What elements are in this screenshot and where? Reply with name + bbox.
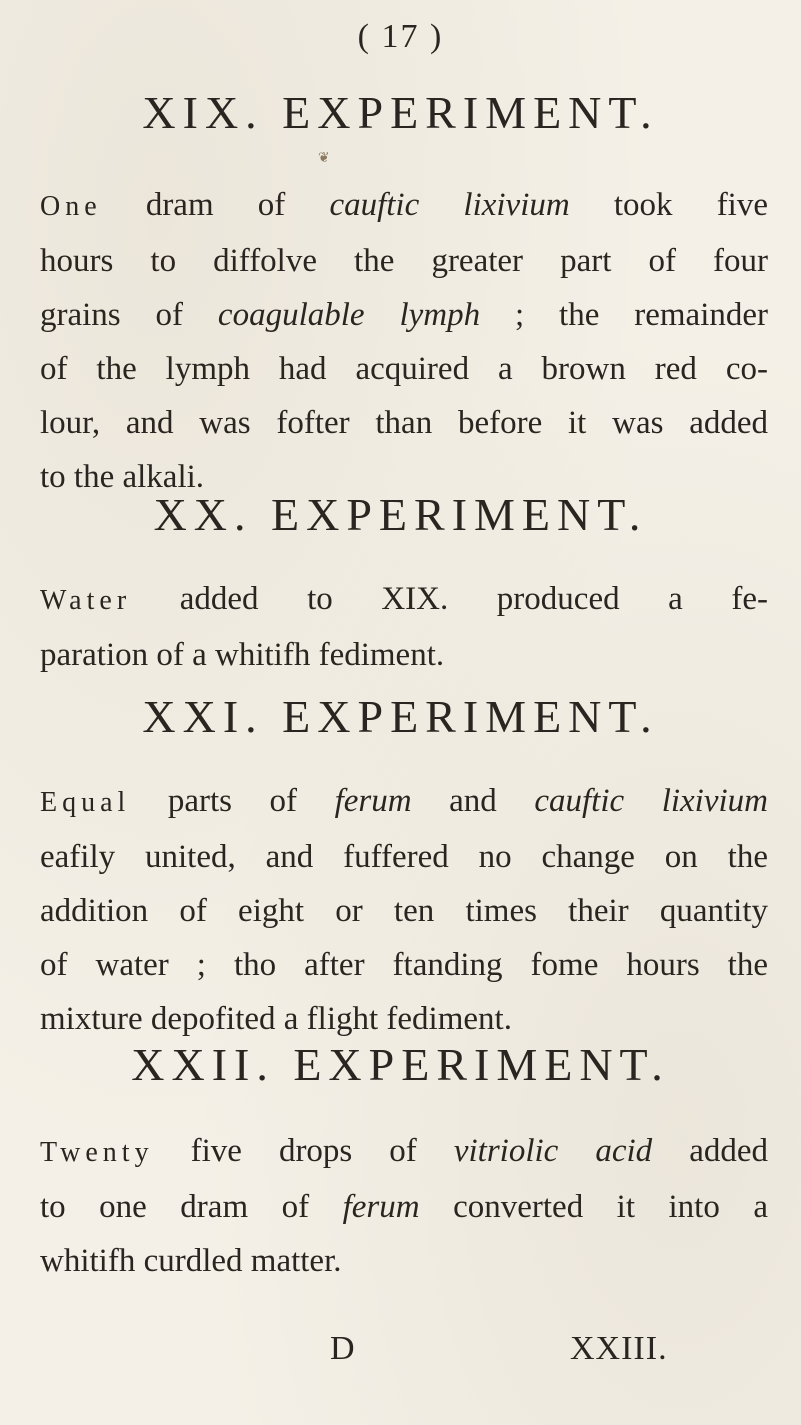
text-run: grains of (40, 297, 218, 333)
text-run: added to XIX. produced a fe- (131, 581, 768, 617)
text-line (40, 774, 768, 830)
text-line (40, 884, 768, 938)
text-run: mixture depofited a flight fediment. (40, 1001, 512, 1037)
text-run: took five (569, 187, 768, 223)
text-line (40, 1180, 768, 1234)
section-heading-21: XXI. EXPERIMENT. (142, 691, 659, 742)
text-run: added (652, 1133, 768, 1169)
italic-term: ferum (334, 783, 412, 819)
italic-term: ferum (342, 1189, 420, 1225)
text-run: eafily united, and fuffered no change on the (40, 839, 768, 875)
text-line (40, 572, 768, 628)
text-run: to one dram of (40, 1189, 343, 1225)
text-run: of the lymph had acquired a brown red co- (40, 351, 768, 387)
text-line (40, 178, 768, 234)
page-number: ( 17 ) (357, 18, 444, 55)
text-line (40, 628, 768, 682)
text-run: and (411, 783, 535, 819)
text-line (40, 342, 768, 396)
text-line (40, 1234, 768, 1288)
text-run: lour, and was fofter than before it was added (40, 405, 768, 441)
text-run: to the alkali. (40, 459, 205, 495)
small-caps-opening: Equal (40, 787, 131, 818)
text-run: dram of (101, 187, 330, 223)
section-body-20 (40, 572, 768, 682)
signature-mark: D (330, 1330, 355, 1367)
text-run: converted it into a (419, 1189, 768, 1225)
section-heading-22: XXII. EXPERIMENT. (131, 1039, 670, 1090)
text-line (40, 1124, 768, 1180)
catchword: XXIII. (570, 1330, 668, 1367)
text-line (40, 938, 768, 992)
section-body-19 (40, 178, 768, 504)
italic-term: vitriolic acid (453, 1133, 653, 1169)
text-run: addition of eight or ten times their quantity (40, 893, 768, 929)
text-run: of water ; tho after ftanding fome hours the (40, 947, 768, 983)
section-heading-20: XX. EXPERIMENT. (153, 489, 648, 540)
text-run: ; the remainder (480, 297, 768, 333)
text-line (40, 234, 768, 288)
text-line (40, 396, 768, 450)
text-line (40, 288, 768, 342)
small-caps-opening: One (40, 191, 102, 222)
text-run: five drops of (153, 1133, 454, 1169)
small-caps-opening: Twenty (40, 1137, 154, 1168)
section-body-21 (40, 774, 768, 1046)
section-heading-19: XIX. EXPERIMENT. (142, 87, 659, 138)
decorative-mark-icon: ❦ (318, 151, 330, 166)
text-line (40, 830, 768, 884)
text-run: whitifh curdled matter. (40, 1243, 342, 1279)
small-caps-opening: Water (40, 585, 132, 616)
italic-term: cauftic lixivium (534, 783, 768, 819)
italic-term: coagulable lymph (217, 297, 481, 333)
text-run: paration of a whitifh fediment. (40, 637, 445, 673)
text-run: hours to diffolve the greater part of four (40, 243, 768, 279)
text-run: parts of (130, 783, 335, 819)
section-body-22 (40, 1124, 768, 1288)
italic-term: cauftic lixivium (329, 187, 570, 223)
